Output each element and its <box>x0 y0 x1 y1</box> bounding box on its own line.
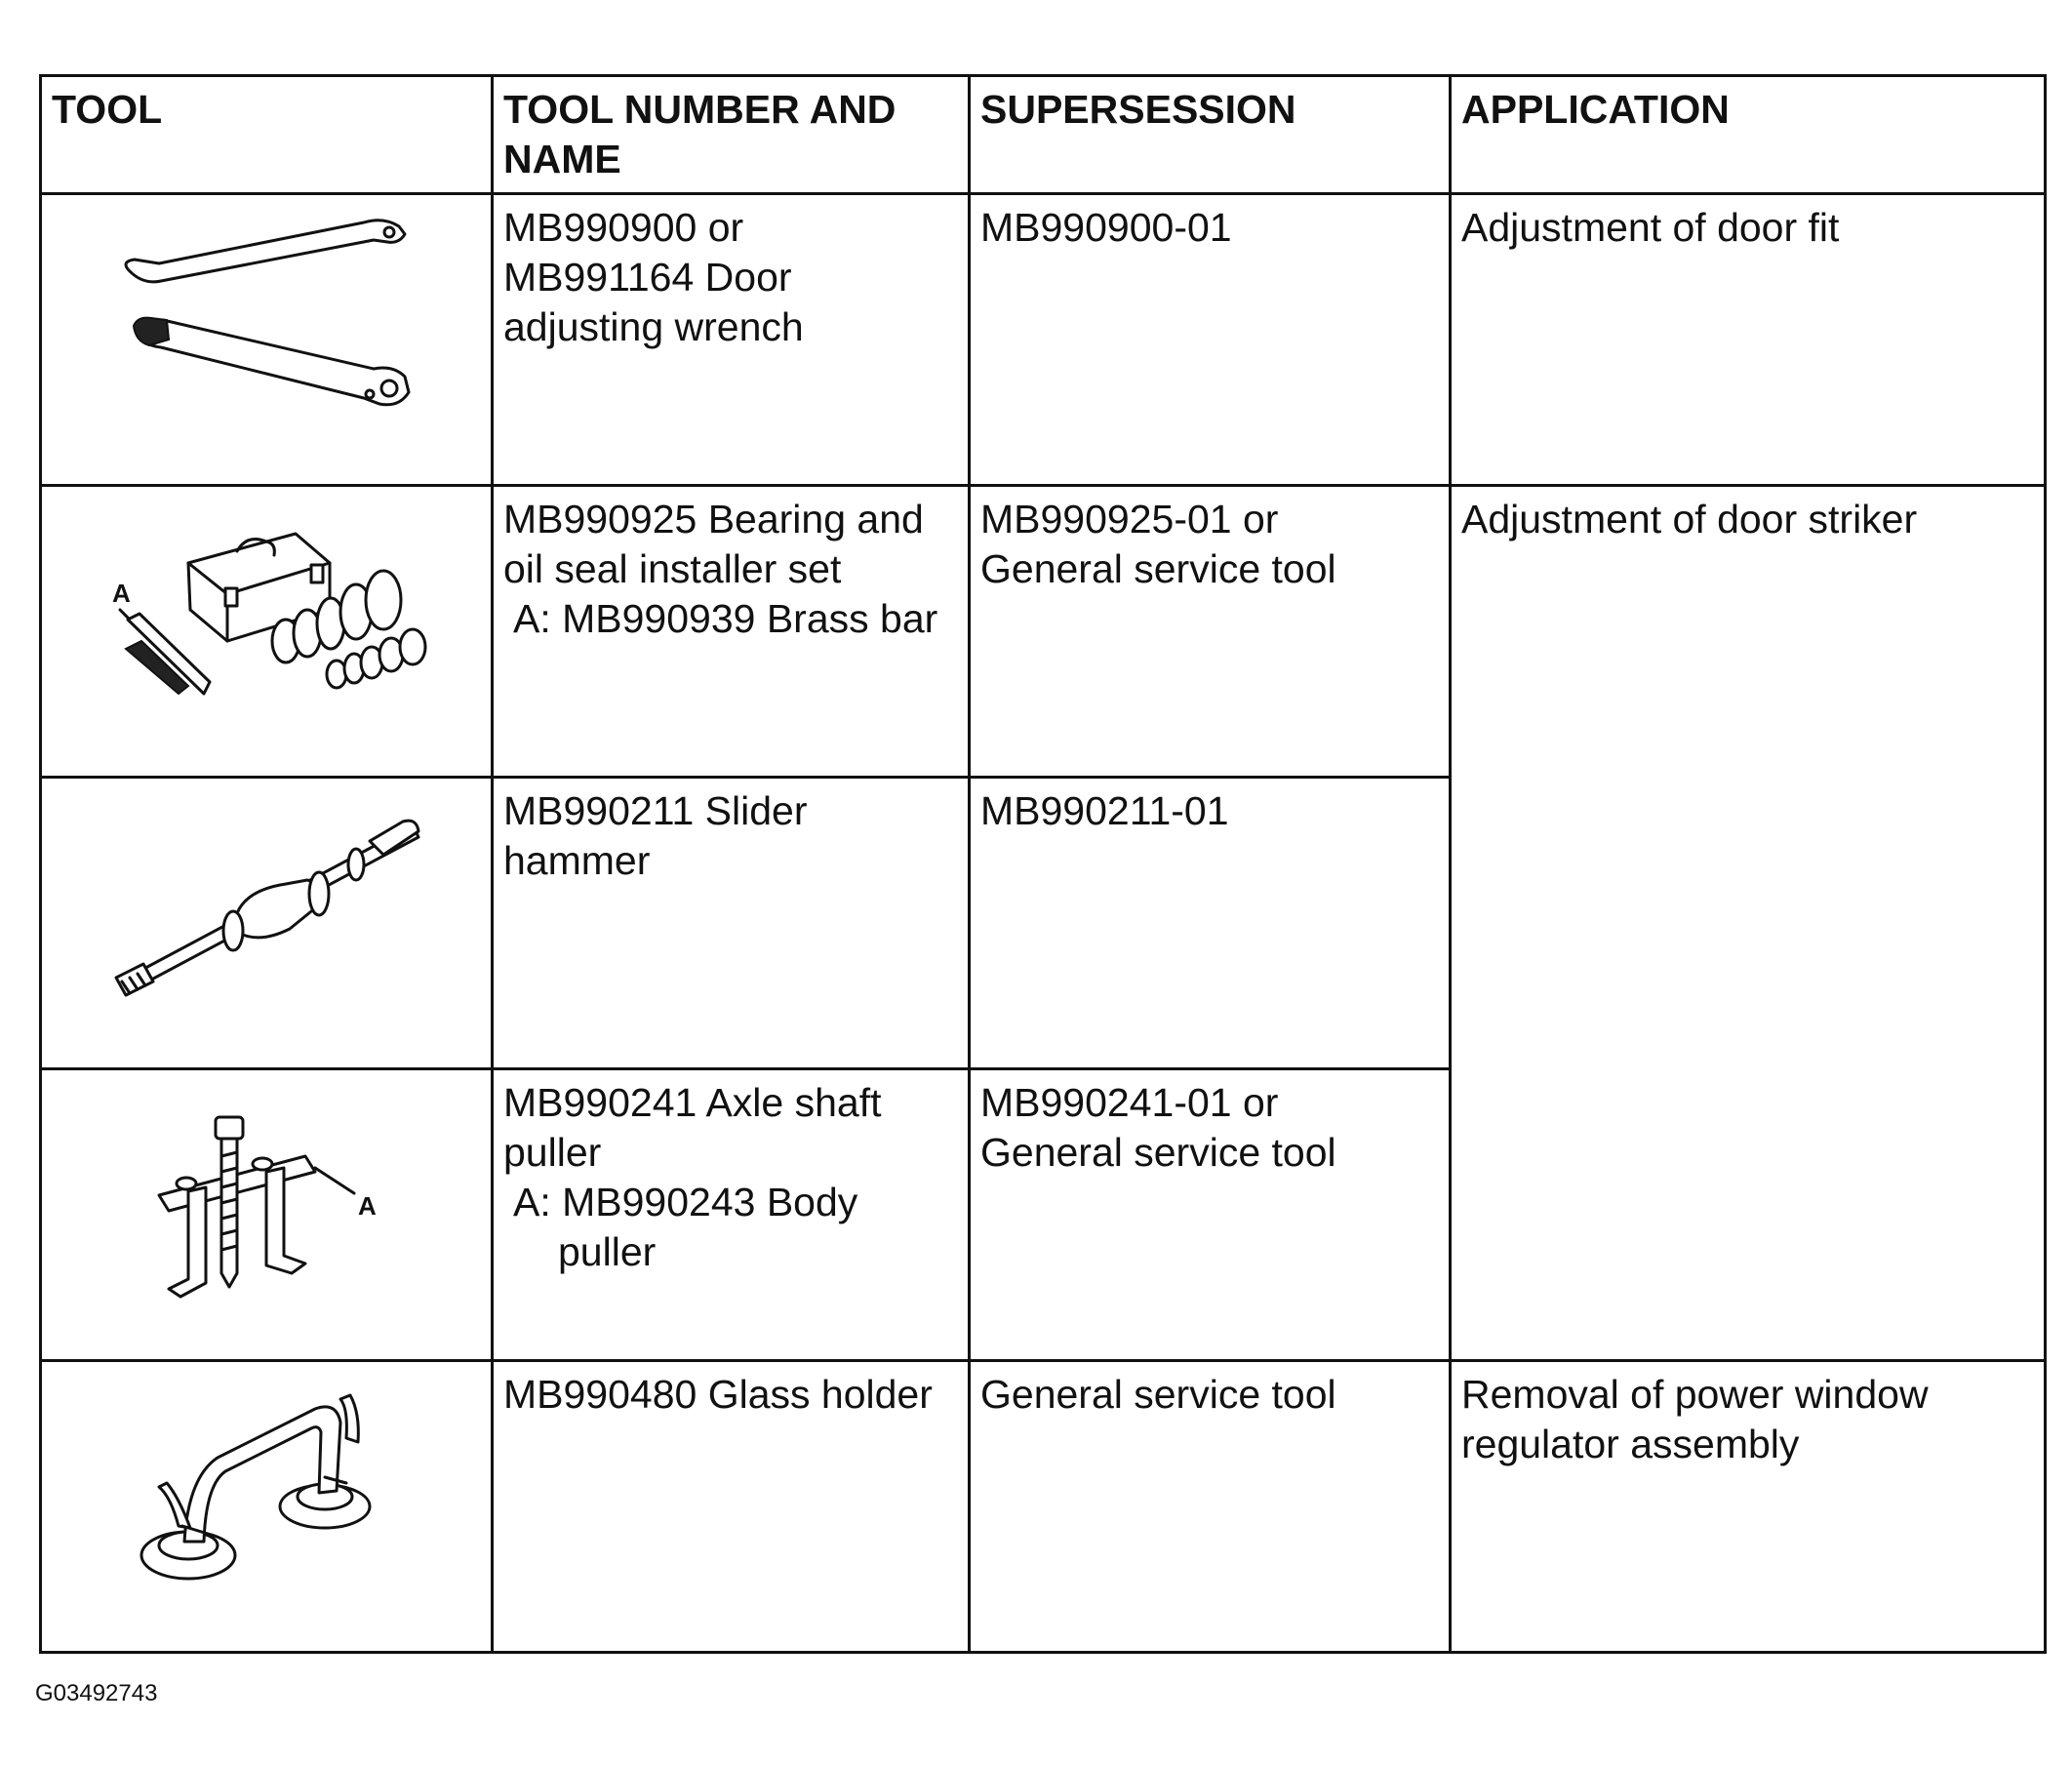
header-tool-number-and-name <box>493 76 970 194</box>
text-line: MB990241-01 or <box>980 1080 1279 1125</box>
installer-set-icon <box>81 495 452 719</box>
application-cell <box>1451 1361 2046 1653</box>
tool-label-a: A <box>358 1191 377 1221</box>
text-line: Adjustment of door striker <box>1461 497 1918 542</box>
tool-label-a: A <box>112 579 131 608</box>
tool-cell <box>41 194 493 486</box>
supersession-cell <box>970 194 1451 486</box>
text-line: MB990925 Bearing and <box>503 497 924 542</box>
text-line: hammer <box>503 838 651 883</box>
application-cell <box>1451 194 2046 486</box>
header-tool: TOOL <box>41 76 493 194</box>
table-row <box>41 194 2046 486</box>
tool-cell <box>41 486 493 778</box>
text-line: General service tool <box>980 546 1336 591</box>
header-line: TOOL NUMBER AND <box>503 87 897 132</box>
tool-number-name-cell <box>493 778 970 1069</box>
text-line: MB990925-01 or <box>980 497 1279 542</box>
header-supersession: SUPERSESSION <box>970 76 1451 194</box>
supersession-cell <box>970 1069 1451 1361</box>
text-line: General service tool <box>980 1372 1336 1417</box>
text-line: MB990480 Glass holder <box>503 1372 933 1417</box>
supersession-cell <box>970 1361 1451 1653</box>
application-cell <box>1451 486 2046 1361</box>
text-line: Adjustment of door fit <box>1461 205 1840 250</box>
text-line: MB990900 or <box>503 205 744 250</box>
tool-number-name-cell <box>493 1069 970 1361</box>
axle-shaft-puller-icon <box>120 1078 413 1312</box>
text-line: Removal of power window <box>1461 1372 1929 1417</box>
text-line: General service tool <box>980 1130 1336 1175</box>
text-line: MB990900-01 <box>980 205 1232 250</box>
table-row <box>41 486 2046 778</box>
text-line: MB990241 Axle shaft <box>503 1080 882 1125</box>
text-line: adjusting wrench <box>503 304 804 349</box>
table-row <box>41 1361 2046 1653</box>
text-line: regulator assembly <box>1461 1422 1800 1466</box>
text-line: puller <box>503 1130 602 1175</box>
text-line: MB990211 Slider <box>503 788 808 833</box>
slider-hammer-icon <box>91 786 442 1011</box>
header-line: NAME <box>503 137 621 181</box>
door-adjusting-wrench-icon <box>91 203 442 427</box>
tool-number-name-cell <box>493 194 970 486</box>
text-line: A: MB990939 Brass bar <box>513 596 938 641</box>
supersession-cell <box>970 778 1451 1069</box>
text-line: MB990211-01 <box>980 788 1229 833</box>
tool-cell <box>41 778 493 1069</box>
supersession-cell <box>970 486 1451 778</box>
tool-number-name-cell <box>493 486 970 778</box>
figure-id: G03492743 <box>35 1680 158 1706</box>
tool-cell <box>41 1361 493 1653</box>
tool-cell <box>41 1069 493 1361</box>
special-tools-table <box>39 74 2047 1654</box>
tool-number-name-cell <box>493 1361 970 1653</box>
glass-holder-icon <box>120 1370 413 1594</box>
text-line: puller <box>558 1229 657 1274</box>
header-row <box>41 76 2046 194</box>
text-line: A: MB990243 Body <box>513 1180 858 1224</box>
text-line: oil seal installer set <box>503 546 842 591</box>
header-application: APPLICATION <box>1451 76 2046 194</box>
text-line: MB991164 Door <box>503 255 792 300</box>
